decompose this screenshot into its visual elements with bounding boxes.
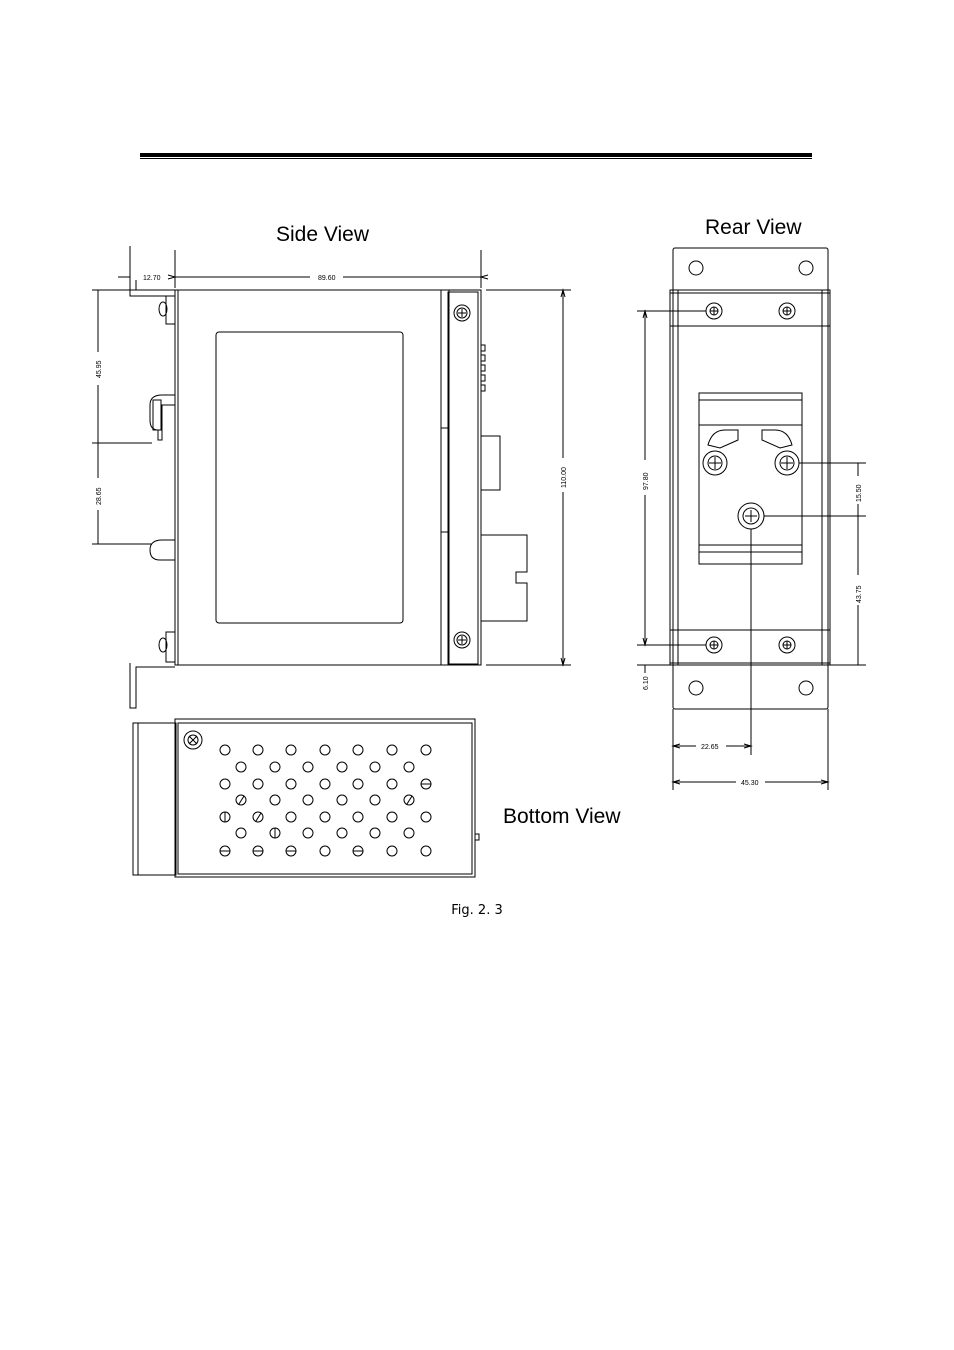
dim-rear-center: 22.65 xyxy=(701,744,719,751)
dim-side-depth: 89.60 xyxy=(318,275,336,282)
dim-rear-bottom-offset: 6.10 xyxy=(643,676,650,690)
bottom-view xyxy=(133,719,621,877)
vent-holes xyxy=(220,745,431,856)
rear-view-title: Rear View xyxy=(705,216,802,239)
dim-side-upper: 45.95 xyxy=(96,360,103,378)
dim-side-height: 110.00 xyxy=(561,467,568,488)
dim-rear-width: 45.30 xyxy=(741,780,759,787)
figure-caption: Fig. 2. 3 xyxy=(451,903,503,918)
side-view-title: Side View xyxy=(276,223,370,246)
dim-side-rail-offset: 12.70 xyxy=(143,275,161,282)
dim-rear-screw-gap: 15.50 xyxy=(856,484,863,502)
dim-rear-screw-lower: 43.75 xyxy=(856,585,863,603)
dim-rear-hole-span: 97.80 xyxy=(643,472,650,490)
dim-side-lower: 28.65 xyxy=(96,487,103,505)
rear-view xyxy=(637,216,866,790)
side-view xyxy=(92,223,571,708)
bottom-view-title: Bottom View xyxy=(503,805,621,828)
